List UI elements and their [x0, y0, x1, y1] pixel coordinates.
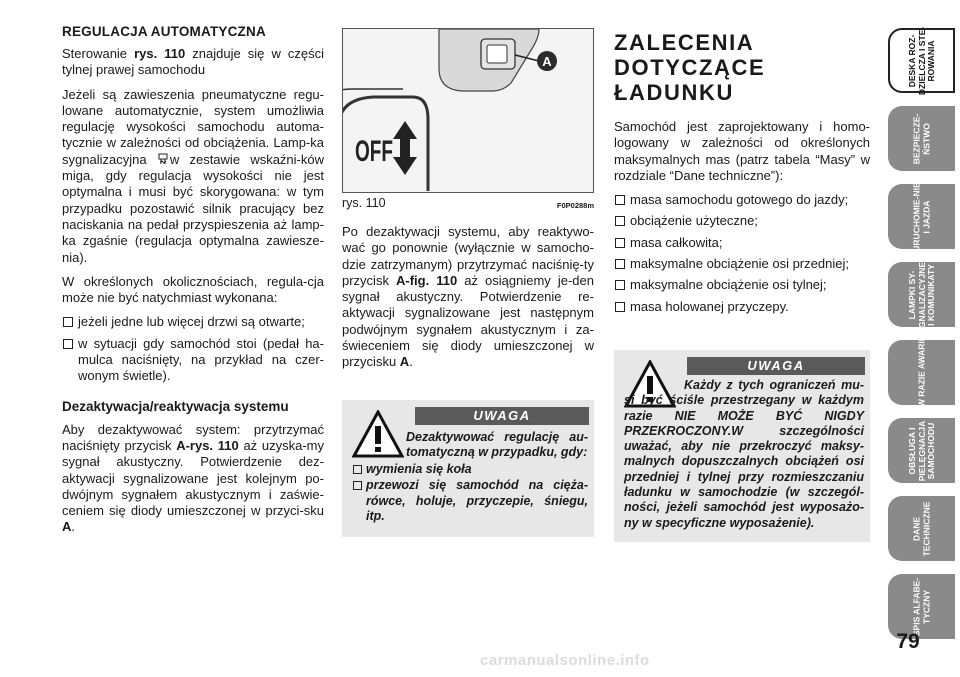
paragraph-circumstances: W określonych okolicznościach, regula-cja może nie być natychmiast wykonana: [62, 273, 324, 306]
subheading-deactivation: Dezaktywacja/reaktywacja systemu [62, 398, 289, 414]
paragraph-homologation: Samochód jest zaprojektowany i homo-logowany w zależności od określonych maksymalnych mas (patrz tabela “Masy” w rozdziale “Dane techniczne”): [614, 119, 870, 183]
chapter-tab[interactable] [888, 496, 955, 561]
warning-box-deactivate [342, 400, 594, 537]
circumstances-list [62, 314, 324, 384]
warning-title: UWAGA [415, 407, 589, 425]
chapter-tab-label: LAMPKI SY-GNALIZACYJNE I KOMUNIKATY [906, 261, 936, 328]
mass-list [614, 192, 870, 315]
section-title-load: ZALECENIA DOTYCZĄCE ŁADUNKU [614, 30, 766, 105]
paragraph-deactivation: Aby dezaktywować system: przytrzymać naciśnięty przycisk A-rys. 110 aż uzyska-my sygnał akustyczny. Potwierdzenie dez-aktywacji sygnalizowane jest kolejnym po-dwójnym sygnałem akustycznym i zaświe-ceniem się diody umieszczonej w przyci-sku A. [62, 421, 325, 535]
chapter-tab[interactable] [888, 418, 955, 483]
list-item: w sytuacji gdy samochód stoi (pedał ha-mulca naciśnięty, na przykład na czer-wonym świetle). [62, 336, 324, 385]
chapter-tab[interactable] [888, 28, 955, 93]
chapter-tab-label: BEZPIECZE-ŃSTWO [911, 113, 931, 164]
left-column [62, 0, 324, 544]
callout-a-label: A [542, 54, 552, 69]
paragraph-pneumatic-suspension: Jeżeli są zawieszenia pneumatyczne regu-lowane automatycznie, system umożliwia regulację wysokości samochodu automa-tycznie w zależności od obciążenia. Lamp-ka sygnalizacyjna w zestawie wskaźni-ków miga, gdy regulacja wysokości nie jest optymalna i musi być skorygowana: w tym przypadku pozostawić silnik pracujący bez naciskania na pedał przyspieszenia aż lamp-ka zgaśnie (regulacja optymalna zawiesze-nia). [62, 86, 324, 265]
list-item: przewozi się samochód na cięża-rówce, holuje, przyczepie, śniegu, itp. [352, 478, 588, 524]
off-label: OFF [355, 135, 393, 168]
chapter-tab-label: URUCHOMIE-NIE I JAZDA [911, 181, 931, 252]
chapter-tab[interactable] [888, 340, 955, 405]
list-item: obciążenie użyteczne; [614, 213, 870, 229]
chapter-tab-label: W RAZIE AWARII [915, 338, 926, 407]
list-item: masa samochodu gotowego do jazdy; [614, 192, 870, 208]
chapter-tab-label: DESKA ROZ-DZIELCZA I STE-ROWANIA [906, 26, 936, 95]
chapter-tab-label: DANE TECHNICZNE [911, 501, 931, 556]
chapter-tab[interactable] [888, 181, 955, 252]
list-item: masa holowanej przyczepy. [614, 299, 870, 315]
list-item: masa całkowita; [614, 235, 870, 251]
chapter-tab[interactable] [888, 262, 955, 327]
figure-number: rys. 110 [342, 196, 386, 210]
list-item: wymienia się koła [352, 462, 588, 477]
chapter-tab-label: SPIS ALFABE-TYCZNY [911, 577, 931, 636]
figure-code: F0P0288m [556, 201, 594, 210]
list-item: maksymalne obciążenie osi tylnej; [614, 277, 870, 293]
warning-text: Każdy z tych ograniczeń mu-si być ściśle przestrzegany w każdym razie NIE MOŻE BYĆ NIGDY PRZEKROCZONY.W szczególności uważać, aby nie przekroczyć maksy-malnych dopuszczalnych obciążeń osi przedniej i tylnej przy rozmieszczaniu ładunku w samochodzie (w szczegól-ności, jeżeli samochód jest wyposażo-ny w specyficzne wyposażenie). [624, 378, 864, 530]
paragraph-reactivation: Po dezaktywacji systemu, aby reaktywo-wać go ponownie (wyłącznie w samocho-dzie zatrzymanym) przytrzymać naciśnię-ty przycisk A-fig. 110 aż osiągniemy je-den sygnał akustyczny. Potwierdzenie re-aktywacji sygnalizowane jest następnym podwójnym sygnałem akustycznym i za-świeceniem się diody umieszczonej w przycisku A. [342, 224, 594, 370]
suspension-warning-lamp-icon [157, 153, 170, 165]
paragraph-control-location: Sterowanie rys. 110 znajduje się w części tylnej prawej samochodu [62, 46, 324, 78]
right-column [614, 0, 870, 321]
warning-box-load-limits [614, 350, 870, 542]
warning-title: UWAGA [687, 357, 865, 375]
warning-lead: Dezaktywować regulację au-tomatyczną w przypadku, gdy: [406, 430, 588, 460]
off-button-illustration [343, 29, 593, 192]
list-item: maksymalne obciążenie osi przedniej; [614, 256, 870, 272]
chapter-tab-label: OBSŁUGA I PIELĘGNACJA SAMOCHODU [906, 420, 936, 481]
section-heading-auto-regulation: REGULACJA AUTOMATYCZNA [62, 24, 266, 39]
chapter-tabs [888, 0, 960, 677]
figure-110 [342, 28, 594, 193]
figure-caption [342, 196, 594, 210]
warning-list [352, 462, 588, 525]
middle-column [342, 0, 594, 379]
list-item: jeżeli jedne lub więcej drzwi są otwarte; [62, 314, 324, 330]
watermark: carmanualsonline.info [480, 652, 650, 669]
page-number: 79 [896, 630, 920, 653]
chapter-tab[interactable] [888, 106, 955, 171]
warning-triangle-icon [352, 410, 404, 458]
